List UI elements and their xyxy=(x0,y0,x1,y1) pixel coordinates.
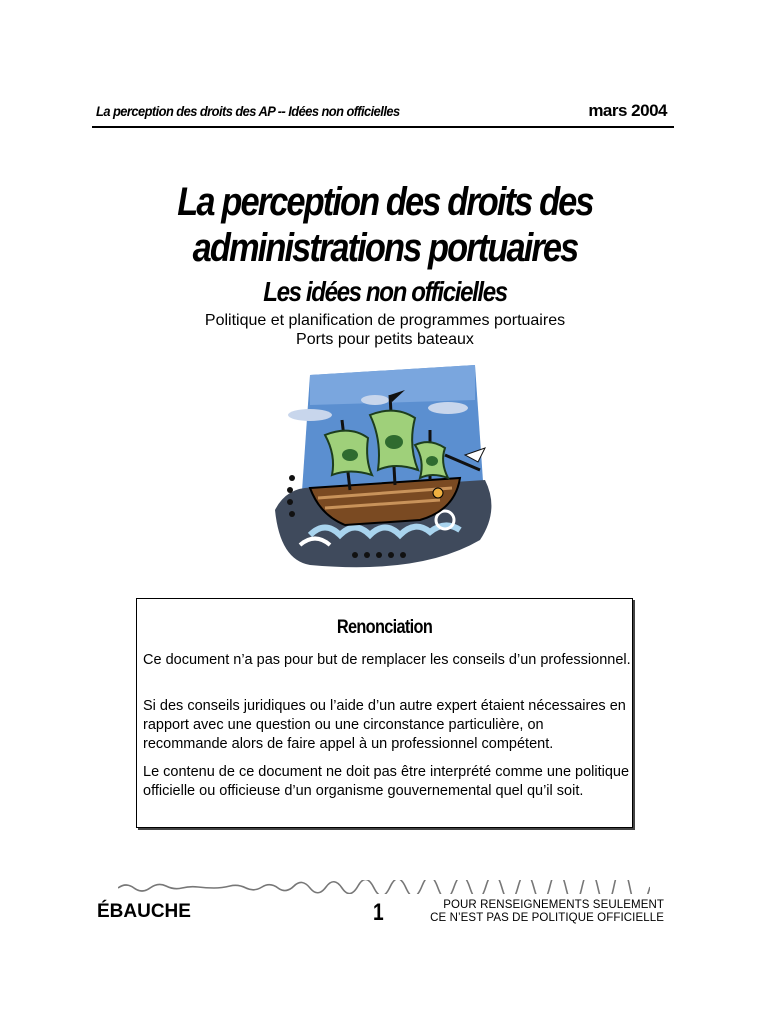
footer-notice-line-1: POUR RENSEIGNEMENTS SEULEMENT xyxy=(443,899,664,911)
header-title: La perception des droits des AP -- Idées non officielles xyxy=(96,103,400,119)
disclaimer-paragraph: Ce document n’a pas pour but de remplacer les conseils d’un professionnel. xyxy=(143,652,631,668)
header-rule xyxy=(92,126,674,128)
footer-divider xyxy=(118,880,650,894)
footer-notice xyxy=(430,899,664,925)
disclaimer-paragraph: Le contenu de ce document ne doit pas être interprété comme une politique officielle ou officieuse d’un organisme gouvernemental quel qu’il soit. xyxy=(143,764,630,799)
subtitle-line-2: Ports pour petits bateaux xyxy=(296,331,474,348)
document-title-line-1: La perception des droits des xyxy=(177,180,593,224)
header-date: mars 2004 xyxy=(588,101,667,120)
disclaimer-heading: Renonciation xyxy=(336,617,433,638)
page-number: 1 xyxy=(373,899,384,926)
document-title-line-2: administrations portuaires xyxy=(192,226,578,270)
disclaimer-box xyxy=(136,598,633,828)
document-subtitle-heading: Les idées non officielles xyxy=(263,276,507,307)
disclaimer-paragraph: Si des conseils juridiques ou l’aide d’un autre expert étaient nécessaires en rapport avec une question ou une circonstance particulière, on recommande alors de faire appel à un professionnel compétent. xyxy=(143,698,626,752)
draft-label: ÉBAUCHE xyxy=(97,901,191,922)
ship-money-illustration xyxy=(270,360,500,580)
subtitle-line-1: Politique et planification de programmes portuaires xyxy=(204,312,566,329)
footer-notice-line-2: CE N’EST PAS DE POLITIQUE OFFICIELLE xyxy=(430,912,664,924)
